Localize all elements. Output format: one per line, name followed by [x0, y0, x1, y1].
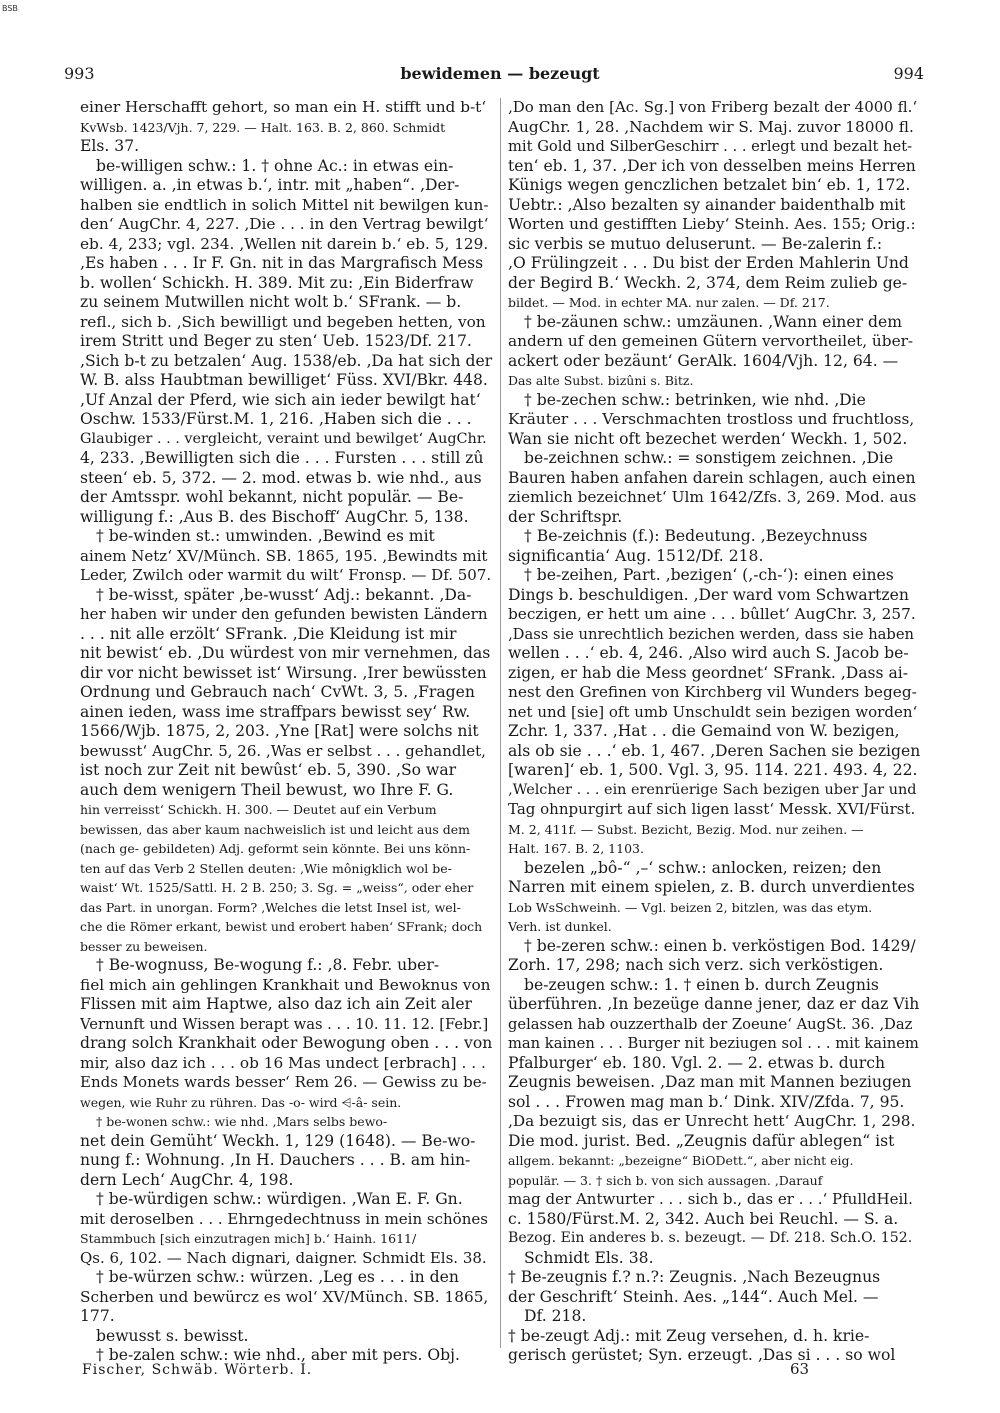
text-line: ist noch zur Zeit nit bewûst‘ eb. 5, 390. ‚So war	[80, 761, 457, 779]
right-page-number: 994	[893, 64, 924, 83]
text-line: W. B. alss Haubtman bewilliget‘ Füss. XVI/Bkr. 448.	[80, 371, 488, 389]
text-line: zu seinem Mutwillen nicht wolt b.‘ SFrank. — b.	[80, 293, 462, 311]
text-line: Halt. 167. B. 2, 1103.	[508, 841, 644, 856]
text-line: Glaubiger . . . vergleicht, veraint und bewilget‘ AugChr.	[80, 430, 487, 447]
text-line: als ob sie . . .‘ eb. 1, 467. ‚Deren Sachen sie bezigen	[508, 741, 920, 760]
text-line: Zchr. 1, 337. ‚Hat . . die Gemaind von W. bezigen,	[508, 722, 900, 740]
text-line: † be-winden st.: umwinden. ‚Bewind es mit	[96, 527, 435, 545]
text-line: bezelen „bô-“ ‚–‘ schw.: anlocken, reizen; den	[524, 858, 882, 877]
text-line: (nach ge- gebildeten) Adj. geformt sein könnte. Bei uns könn-	[80, 841, 471, 856]
text-line: † be-zechen schw.: betrinken, wie nhd. ‚Die	[524, 390, 866, 409]
text-line: † be-würzen schw.: würzen. ‚Leg es . . . in den	[96, 1268, 459, 1286]
text-line: ziemlich bezeichnet‘ Ulm 1642/Zfs. 3, 269. Mod. aus	[508, 488, 917, 506]
text-line: den‘ AugChr. 4, 227. ‚Die . . . in den Vertrag bewilgt‘	[80, 215, 489, 233]
text-line: KvWsb. 1423/Vjh. 7, 229. — Halt. 163. B. 2, 860. Schmidt	[80, 119, 446, 135]
text-line: Künigs wegen genczlichen betzalet bin‘ eb. 1, 172.	[508, 176, 911, 194]
text-line: net dein Gemüht‘ Weckh. 1, 129 (1648). — Be-wo-	[80, 1131, 476, 1150]
running-title: bewidemen — bezeugt	[400, 64, 600, 83]
text-line: ‚Es haben . . . Ir F. Gn. nit in das Margrafisch Mess	[80, 254, 484, 272]
text-line: ‚O Frülingzeit . . . Du bist der Erden Mahlerin Und	[508, 254, 909, 272]
text-line: ten auf das Verb 2 Stellen deuten: ‚Wie mônigklich wol be-	[80, 860, 452, 876]
text-line: einer Herschafft gehort, so man ein H. stifft und b-t‘	[80, 98, 487, 116]
text-line: bewusst s. bewisst.	[96, 1326, 249, 1345]
text-line: 4, 233. ‚Bewilligten sich die . . . Fursten . . . still zû	[80, 449, 484, 467]
text-line: eb. 4, 233; vgl. 234. ‚Wellen nit darein b.‘ eb. 5, 129.	[80, 234, 489, 253]
text-line: Ends Monets wards besser‘ Rem 26. — Gewiss zu be-	[80, 1073, 487, 1091]
text-line: nit bewist‘ eb. ‚Du würdest von mir vernehmen, das	[80, 644, 491, 662]
text-line: ‚Dass sie unrechtlich bezichen werden, dass sie haben	[508, 625, 914, 643]
text-line: mit Gold und SilberGeschirr . . . erlegt und bezalt het-	[508, 138, 913, 155]
text-line: wegen, wie Ruhr zu rühren. Das -o- wird ⩤-â- sein.	[80, 1094, 402, 1110]
text-line: † be-zeren schw.: einen b. verköstigen Bod. 1429/	[524, 936, 916, 955]
text-line: überführen. ‚In bezeüge danne jener, daz er daz Vih	[508, 995, 920, 1013]
text-line: Ordnung und Gebrauch nach‘ CvWt. 3, 5. ‚Fragen	[80, 683, 475, 701]
text-line: waist‘ Wt. 1525/Sattl. H. 2 B. 250; 3. Sg. = „weiss“, oder eher	[80, 880, 474, 895]
text-line: † be-wonen schw.: wie nhd. ‚Mars selbs bewo-	[96, 1114, 388, 1129]
text-line: ‚Da bezuigt sis, das er Unrecht hett‘ AugChr. 1, 298.	[508, 1112, 916, 1130]
text-line: Pfalburger‘ eb. 180. Vgl. 2. — 2. etwas b. durch	[508, 1053, 886, 1072]
text-line: † Be-zeichnis (f.): Bedeutung. ‚Bezeychnuss	[524, 527, 868, 545]
text-line: † Be-wognuss, Be-wogung f.: ‚8. Febr. uber-	[96, 956, 440, 974]
text-line: Bezog. Ein anderes b. s. bezeugt. — Df. 218. Sch.O. 152.	[508, 1230, 913, 1246]
text-line: be-zeichnen schw.: = sonstigem zeichnen. ‚Die	[524, 449, 894, 467]
text-line: b. wollen‘ Schickh. H. 389. Mit zu: ‚Ein Biderfraw	[80, 273, 474, 292]
text-line: der Schriftspr.	[508, 507, 623, 526]
text-line: zigen, er hab die Mess geordnet‘ SFrank. ‚Dass ai-	[508, 663, 909, 682]
text-line: 177.	[80, 1307, 115, 1325]
text-line: willigen. a. ‚in etwas b.‘, intr. mit „haben“. ‚Der-	[80, 176, 460, 194]
text-line: irem Stritt und Beger zu sten‘ Ueb. 1523/Df. 217.	[80, 332, 472, 350]
text-line: net und [sie] oft umb Unschuldt sein bezigen worden‘	[508, 702, 918, 721]
right-column	[508, 98, 920, 1366]
text-line: mit deroselben . . . Ehrngedechtnuss in mein schönes	[80, 1209, 488, 1228]
text-line: sic verbis se mutuo deluserunt. — Be-zalerin f.:	[508, 234, 883, 253]
text-line: ‚Sich b-t zu betzalen‘ Aug. 1538/eb. ‚Da hat sich der	[80, 351, 493, 370]
text-line: Das alte Subst. bizûni s. Bitz.	[508, 373, 694, 388]
text-line: mag der Antwurter . . . sich b., das er . . .‘ PfulldHeil.	[508, 1190, 913, 1208]
text-line: Leder, Zwilch oder warmit du wilt‘ Fronsp. — Df. 507.	[80, 566, 492, 584]
text-line: be-zeugen schw.: 1. † einen b. durch Zeugnis	[524, 975, 879, 994]
text-line: dern Lech‘ AugChr. 4, 198.	[80, 1170, 294, 1189]
footer-source: Fischer, Schwäb. Wörterb. I.	[82, 1362, 313, 1378]
text-line: gelassen hab ouzzerthalb der Zoeune‘ AugSt. 36. ‚Daz	[508, 1015, 913, 1033]
text-line: drang solch Krankhait oder Bewogung oben . . . von	[80, 1034, 493, 1052]
left-column	[80, 98, 493, 1366]
text-line: Scherben und bewürcz es wol‘ XV/Münch. SB. 1865,	[80, 1287, 489, 1306]
text-line: M. 2, 411f. — Subst. Bezicht, Bezig. Mod. nur zeihen. —	[508, 821, 864, 837]
text-line: Vernunft und Wissen berapt was . . . 10. 11. 12. [Febr.]	[80, 1015, 489, 1033]
text-line: † Be-zeugnis f.? n.?: Zeugnis. ‚Nach Bezeugnus	[508, 1268, 881, 1286]
text-line: refl., sich b. ‚Sich bewilligt und begeben hetten, von	[80, 312, 486, 331]
text-line: Flissen mit aim Haptwe, also daz ich ain Zeit aler	[80, 995, 473, 1013]
text-line: das Part. in unorgan. Form? ‚Welches die letst Insel ist, wel-	[80, 899, 461, 915]
text-line: populär. — 3. † sich b. von sich aussagen. ‚Darauf	[508, 1172, 823, 1188]
text-line: ainem Netz‘ XV/Münch. SB. 1865, 195. ‚Bewindts mit	[80, 546, 488, 565]
text-line: nest den Grefinen von Kirchberg vil Wunders begeg-	[508, 683, 917, 701]
text-line: Bauren haben anfahen darein schlagen, auch einen	[508, 468, 916, 487]
text-line: Dings b. beschuldigen. ‚Der ward vom Schwartzen	[508, 585, 909, 604]
text-line: ‚Uf Anzal der Pferd, wie sich ain ieder bewilgt hat‘	[80, 390, 481, 409]
text-line: allgem. bekannt: „bezeigne“ BiODett.“, aber nicht eig.	[508, 1153, 854, 1168]
text-line: nung f.: Wohnung. ‚In H. Dauchers . . . B. am hin-	[80, 1151, 471, 1169]
text-line: Schmidt Els. 38.	[524, 1248, 654, 1267]
text-line: be-willigen schw.: 1. † ohne Ac.: in etwas ein-	[96, 156, 454, 175]
text-line: besser zu beweisen.	[80, 938, 208, 954]
text-line: Uebtr.: ‚Also bezalten sy ainander baidenthalb mit	[508, 195, 906, 214]
text-line: Zorh. 17, 298; nach sich verz. sich verköstigen.	[508, 956, 884, 974]
text-line: significantia‘ Aug. 1512/Df. 218.	[508, 546, 764, 565]
text-line: Worten und gestifften Lieby‘ Steinh. Aes. 155; Orig.:	[508, 215, 916, 233]
text-line: † be-zeihen, Part. ‚bezigen‘ (‚-ch-‘): einen eines	[524, 566, 894, 584]
text-line: fiel mich ain gehlingen Krankhait und Bewoknus von	[80, 975, 491, 994]
text-line: her haben wir under den gefunden bewisten Ländern	[80, 605, 488, 623]
text-line: Qs. 6, 102. — Nach dignari, daigner. Schmidt Els. 38.	[80, 1248, 487, 1267]
text-line: Wan sie nicht oft bezechet werden‘ Weckh. 1, 502.	[508, 429, 908, 448]
text-line: Stammbuch [sich einzutragen mich] b.‘ Hainh. 1611/	[80, 1231, 417, 1246]
text-line: Oschw. 1533/Fürst.M. 1, 216. ‚Haben sich die . . .	[80, 410, 472, 428]
text-line: sol . . . Frowen mag man b.‘ Dink. XIV/Zfda. 7, 95.	[508, 1092, 905, 1111]
text-line: ‚Welcher . . . ein erenrüerige Sach bezigen uber Jar und	[508, 781, 917, 798]
text-line: 1566/Wjb. 1875, 2, 203. ‚Yne [Rat] were solchs nit	[80, 722, 479, 740]
text-line: † be-wisst, später ‚be-wusst‘ Adj.: bekannt. ‚Da-	[96, 585, 472, 604]
text-line: Kräuter . . . Verschmachten trostloss und fruchtloss,	[508, 410, 915, 428]
text-line: bildet. — Mod. in echter MA. nur zalen. — Df. 217.	[508, 295, 830, 310]
text-line: c. 1580/Fürst.M. 2, 342. Auch bei Reuchl. — S. a.	[508, 1209, 899, 1228]
text-line: ainen ieden, wass ime straffpars bewisst sey‘ Rw.	[80, 702, 471, 721]
text-line: halben sie endtlich in solich Mittel nit bewilgen kun-	[80, 195, 489, 214]
text-line: † be-zäunen schw.: umzäunen. ‚Wann einer dem	[524, 312, 902, 331]
text-line: ten‘ eb. 1, 37. ‚Der ich von desselben meins Herren	[508, 156, 916, 175]
text-line: beczigen, er hett um aine . . . bûllet‘ AugChr. 3, 257.	[508, 605, 916, 623]
text-line: mir, also daz ich . . . ob 16 Mas undect [erbrach] . . .	[80, 1053, 486, 1072]
text-line: † be-zalen schw.: wie nhd., aber mit pers. Obj.	[96, 1346, 460, 1364]
text-line: che die Römer erkant, bewist und erobert haben‘ SFrank; doch	[80, 919, 483, 934]
text-line: Verh. ist dunkel.	[508, 919, 612, 934]
text-line: ‚Do man den [Ac. Sg.] von Friberg bezalt der 4000 fl.‘	[508, 98, 918, 116]
footer-signature: 63	[790, 1360, 810, 1378]
text-line: Lob WsSchweinh. — Vgl. beizen 2, bitzlen, was das etym.	[508, 899, 873, 915]
text-line: Els. 37.	[80, 137, 140, 155]
text-line: andern uf den gemeinen Gütern vervortheilet, über-	[508, 332, 914, 350]
text-line: bewissen, das aber kaum nachweislich ist und leicht aus dem	[80, 821, 471, 837]
text-line: Tag ohnpurgirt auf sich ligen lasst‘ Messk. XVI/Fürst.	[508, 800, 916, 818]
text-line: . . . nit alle erzölt‘ SFrank. ‚Die Kleidung ist mir	[80, 624, 457, 643]
column-divider	[500, 98, 501, 1348]
text-line: AugChr. 1, 28. ‚Nachdem wir S. Maj. zuvor 18000 fl.	[508, 117, 914, 136]
text-line: dir vor nicht bewisset ist‘ Wirsung. ‚Irer bewüssten	[80, 663, 487, 682]
text-line: bewusst‘ AugChr. 5, 26. ‚Was er selbst . . . gehandlet,	[80, 741, 486, 760]
text-line: auch dem wenigern Theil bewust, wo Ihre F. G.	[80, 780, 454, 799]
text-line: [waren]‘ eb. 1, 500. Vgl. 3, 95. 114. 221. 493. 4, 22.	[508, 761, 918, 779]
text-line: Df. 218.	[524, 1307, 587, 1325]
text-line: der Amtsspr. wohl bekannt, nicht populär. — Be-	[80, 488, 464, 506]
text-line: man kainen . . . Burger nit beziugen sol . . . mit kainem	[508, 1035, 919, 1052]
left-page-number: 993	[64, 64, 95, 83]
text-line: der Geschrift‘ Steinh. Aes. „144“. Auch Mel. —	[508, 1287, 879, 1306]
text-line: Die mod. jurist. Bed. „Zeugnis dafür ablegen“ ist	[508, 1131, 895, 1150]
text-line: ackert oder bezäunt‘ GerAlk. 1604/Vjh. 12, 64. —	[508, 351, 899, 370]
text-line: wellen . . .‘ eb. 4, 246. ‚Also wird auch S. Jacob be-	[508, 644, 909, 662]
text-line: Zeugnis beweisen. ‚Daz man mit Mannen beziugen	[508, 1073, 912, 1091]
text-line: † be-zeugt Adj.: mit Zeug versehen, d. h. krie-	[508, 1326, 870, 1345]
text-line: hin verreisst‘ Schickh. H. 300. — Deutet auf ein Verbum	[80, 802, 437, 817]
text-line: steen‘ eb. 5, 372. — 2. mod. etwas b. wie nhd., aus	[80, 468, 482, 487]
text-line: † be-würdigen schw.: würdigen. ‚Wan E. F. Gn.	[96, 1190, 463, 1208]
text-line: der Begird B.‘ Weckh. 2, 374, dem Reim zulieb ge-	[508, 273, 908, 292]
library-stamp: BSB	[2, 4, 18, 13]
text-line: Narren mit einem spielen, z. B. durch unverdientes	[508, 878, 915, 896]
text-line: willigung f.: ‚Aus B. des Bischoff‘ AugChr. 5, 138.	[80, 507, 469, 526]
text-line: gerisch gerüstet; Syn. erzeugt. ‚Das si . . . so wol	[508, 1346, 896, 1364]
